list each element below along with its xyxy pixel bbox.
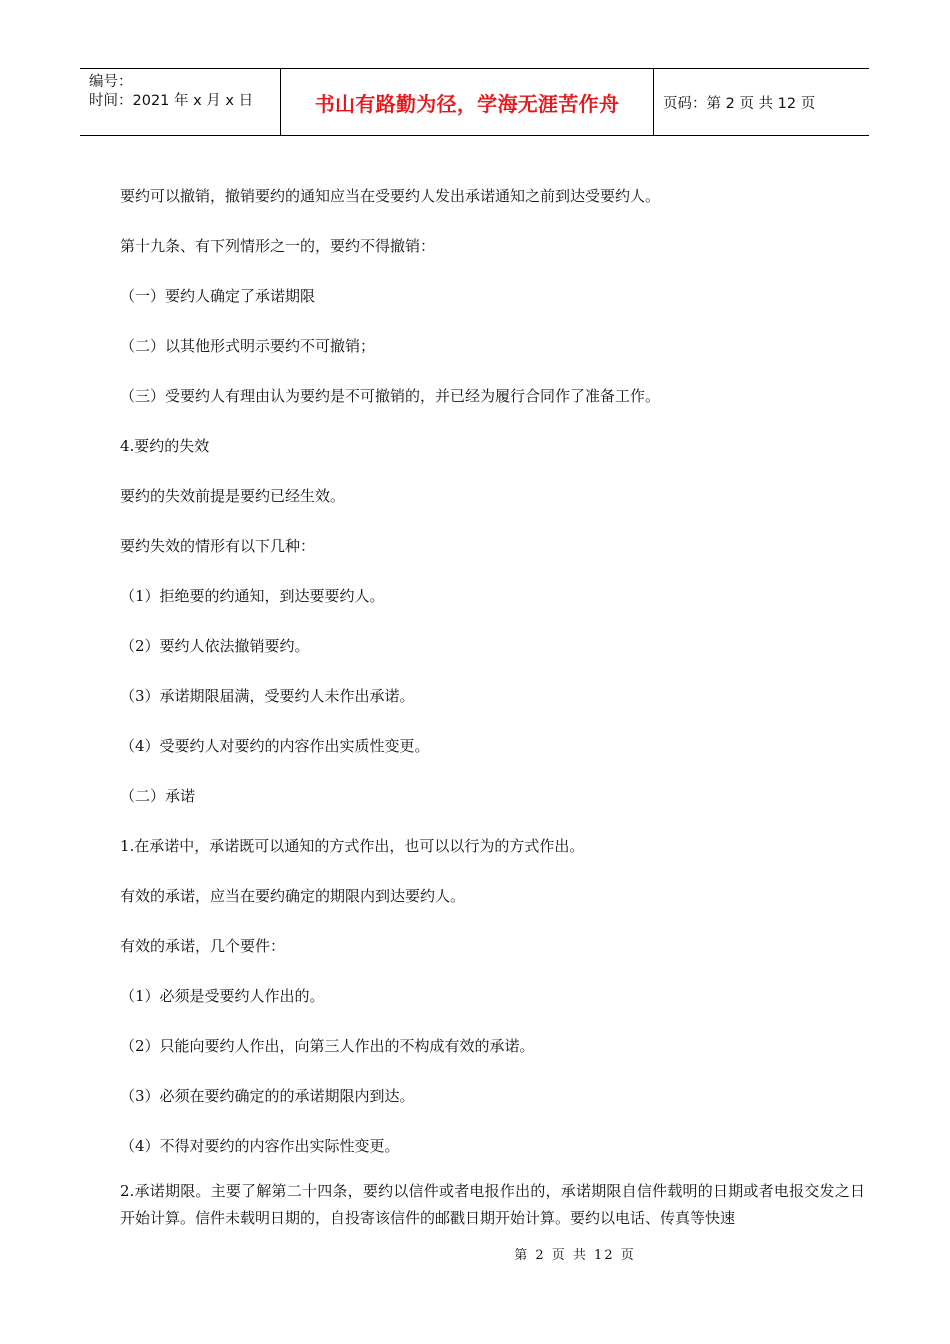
paragraph: （3）承诺期限届满，受要约人未作出承诺。 [120,687,415,705]
header-page-label: 页码：第 2 页 共 12 页 [663,95,816,112]
last-paragraph: 2.承诺期限。主要了解第二十四条，要约以信件或者电报作出的，承诺期限自信件载明的日期或者电报交发之日开始计算。信件未载明日期的，自投寄该信件的邮戳日期开始计算。要约以电话、传真等快速 [120,1182,865,1227]
page-footer [0,1244,950,1263]
paragraph: 第十九条、有下列情形之一的，要约不得撤销： [120,237,436,255]
paragraph: 要约的失效前提是要约已经生效。 [120,487,346,505]
header-motto: 书山有路勤为径，学海无涯苦作舟 [281,69,654,135]
paragraph: （3）必须在要约确定的的承诺期限内到达。 [120,1087,415,1105]
time-label: 时间：2021 年 x 月 x 日 [89,93,254,109]
code-label: 编号： [89,74,133,90]
paragraph: （2）只能向要约人作出，向第三人作出的不构成有效的承诺。 [120,1037,535,1055]
paragraph: （二）以其他形式明示要约不可撤销； [120,337,376,355]
paragraph: （一）要约人确定了承诺期限 [120,287,316,305]
section-heading: 4.要约的失效 [120,437,210,455]
paragraph: 有效的承诺，几个要件： [120,937,286,955]
header-meta [80,69,281,135]
page-header [80,68,869,136]
paragraph: （1）拒绝要的约通知，到达要要约人。 [120,587,385,605]
footer-page-number: 第 2 页 共 12 页 [514,1248,636,1263]
paragraph: （1）必须是受要约人作出的。 [120,987,325,1005]
paragraph: 要约可以撤销，撤销要约的通知应当在受要约人发出承诺通知之前到达受要约人。 [120,187,661,205]
section-heading: （二）承诺 [120,787,196,805]
document-body [120,181,865,1181]
paragraph: 要约失效的情形有以下几种： [120,537,316,555]
paragraph: 有效的承诺，应当在要约确定的期限内到达要约人。 [120,887,466,905]
paragraph: （4）不得对要约的内容作出实际性变更。 [120,1137,400,1155]
paragraph: （2）要约人依法撤销要约。 [120,637,310,655]
paragraph: （4）受要约人对要约的内容作出实质性变更。 [120,737,430,755]
paragraph: 1.在承诺中，承诺既可以通知的方式作出，也可以以行为的方式作出。 [120,837,585,855]
paragraph: （三）受要约人有理由认为要约是不可撤销的，并已经为履行合同作了准备工作。 [120,387,661,405]
